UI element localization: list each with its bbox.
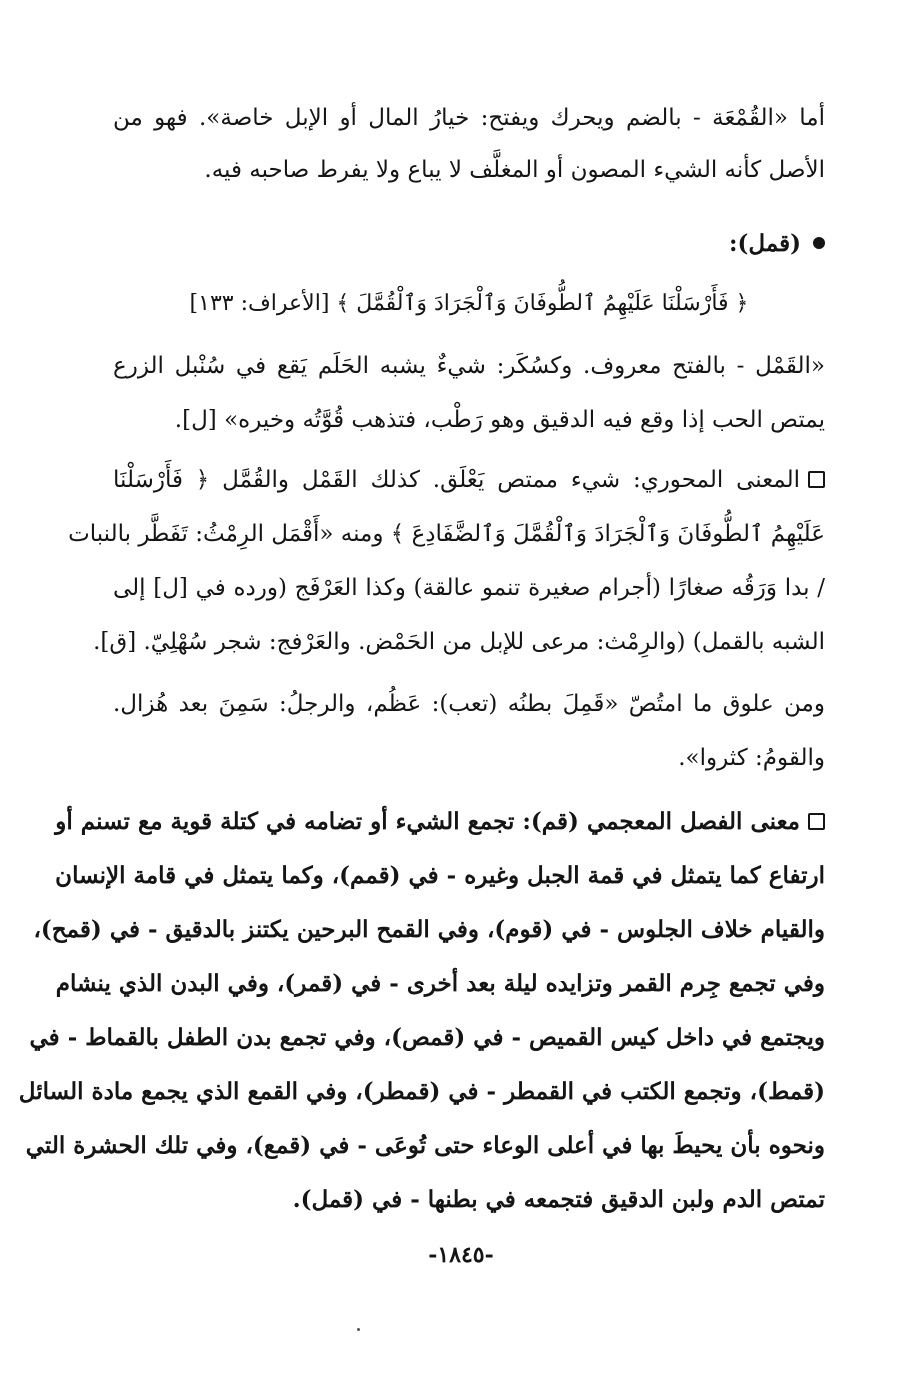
quran-verse: ﴿ فَأَرْسَلْنَا عَلَيْهِمُ ٱلطُّوفَانَ وَٱلْجَرَادَ وَٱلْقُمَّلَ ﴾ [الأعراف: ١٣٣] [189, 291, 749, 316]
scan-speck [357, 1328, 360, 1331]
entry-heading-text: (قمل): [729, 230, 801, 257]
paragraph-line: وفي تجمع جِرم القمر وتزايده ليلة بعد أخرى - في (قمر)، وفي البدن الذي ينشام [55, 970, 825, 997]
paragraph-line: ومن علوق ما امتُصّ «قَمِلَ بطنُه (تعب): عَظُم، والرجلُ: سَمِنَ بعد هُزال. [113, 691, 825, 717]
bullet-icon [813, 237, 825, 249]
paragraph-line: عَلَيْهِمُ ٱلطُّوفَانَ وَٱلْجَرَادَ وَٱلْقُمَّلَ وَٱلضَّفَادِعَ ﴾ ومنه «أَقْمَل الرِمْثُ: تَفَطَّر بالنبات [68, 521, 825, 547]
paragraph-line: ونحوه بأن يحيطَ بها في أعلى الوعاء حتى تُوعَى - في (قمع)، وفي تلك الحشرة التي [25, 1132, 825, 1159]
paragraph-line: الشبه بالقمل) (والرِمْث: مرعى للإبل من الحَمْض. والعَرْفج: شجر سُهْلِيّ. [ق]. [93, 629, 825, 655]
paragraph-line: «القَمْل - بالفتح معروف. وكسُكَر: شيءٌ يشبه الحَلَم يَقع في سُنْبل الزرع [113, 353, 825, 379]
paragraph-line: ويجتمع في داخل كيس القميص - في (قمص)، وفي تجمع بدن الطفل بالقماط - في [29, 1024, 825, 1051]
paragraph-line [113, 458, 825, 502]
square-marker-icon [808, 813, 825, 830]
paragraph-line: تمتص الدم ولبن الدقيق فتجمعه في بطنها - في (قمل). [292, 1186, 825, 1213]
square-marker-icon [808, 471, 825, 488]
page-number: -١٨٤٥- [428, 1242, 494, 1268]
paragraph-line: الأصل كأنه الشيء المصون أو المغلَّف لا يباع ولا يفرط صاحبه فيه. [204, 157, 825, 183]
paragraph-line-text: المعنى المحوري: شيء ممتص يَعْلَق. كذلك القَمْل والقُمَّل ﴿ فَأَرْسَلْنَا [113, 467, 800, 493]
paragraph-line: أما «القُمْعَة - بالضم ويحرك ويفتح: خيارُ المال أو الإبل خاصة». فهو من [113, 105, 825, 131]
paragraph-line: والقومُ: كثروا». [678, 745, 825, 771]
paragraph-line: والقيام خلاف الجلوس - في (قوم)، وفي القمح البرحين يكتنز بالدقيق - في (قمح)، [33, 916, 825, 943]
paragraph-line: (قمط)، وتجمع الكتب في القمطر - في (قمطر)، وفي القمع الذي يجمع مادة السائل [18, 1078, 825, 1105]
paragraph-line: ارتفاع كما يتمثل في قمة الجبل وغيره - في (قمم)، وكما يتمثل في قامة الإنسان [55, 862, 825, 889]
paragraph-line: / بدا وَرَقُه صغارًا (أجرام صغيرة تنمو عالقة) وكذا العَرْفَج (ورده في [ل] إلى [113, 575, 825, 601]
paragraph-line-text: معنى الفصل المعجمي (قم): تجمع الشيء أو تضامه في كتلة قوية مع تسنم أو [55, 808, 800, 835]
paragraph-line: يمتص الحب إذا وقع فيه الدقيق وهو رَطْب، فتذهب قُوَّتُه وخيره» [ل]. [174, 407, 825, 433]
entry-heading [113, 222, 825, 266]
paragraph-line [55, 800, 825, 844]
